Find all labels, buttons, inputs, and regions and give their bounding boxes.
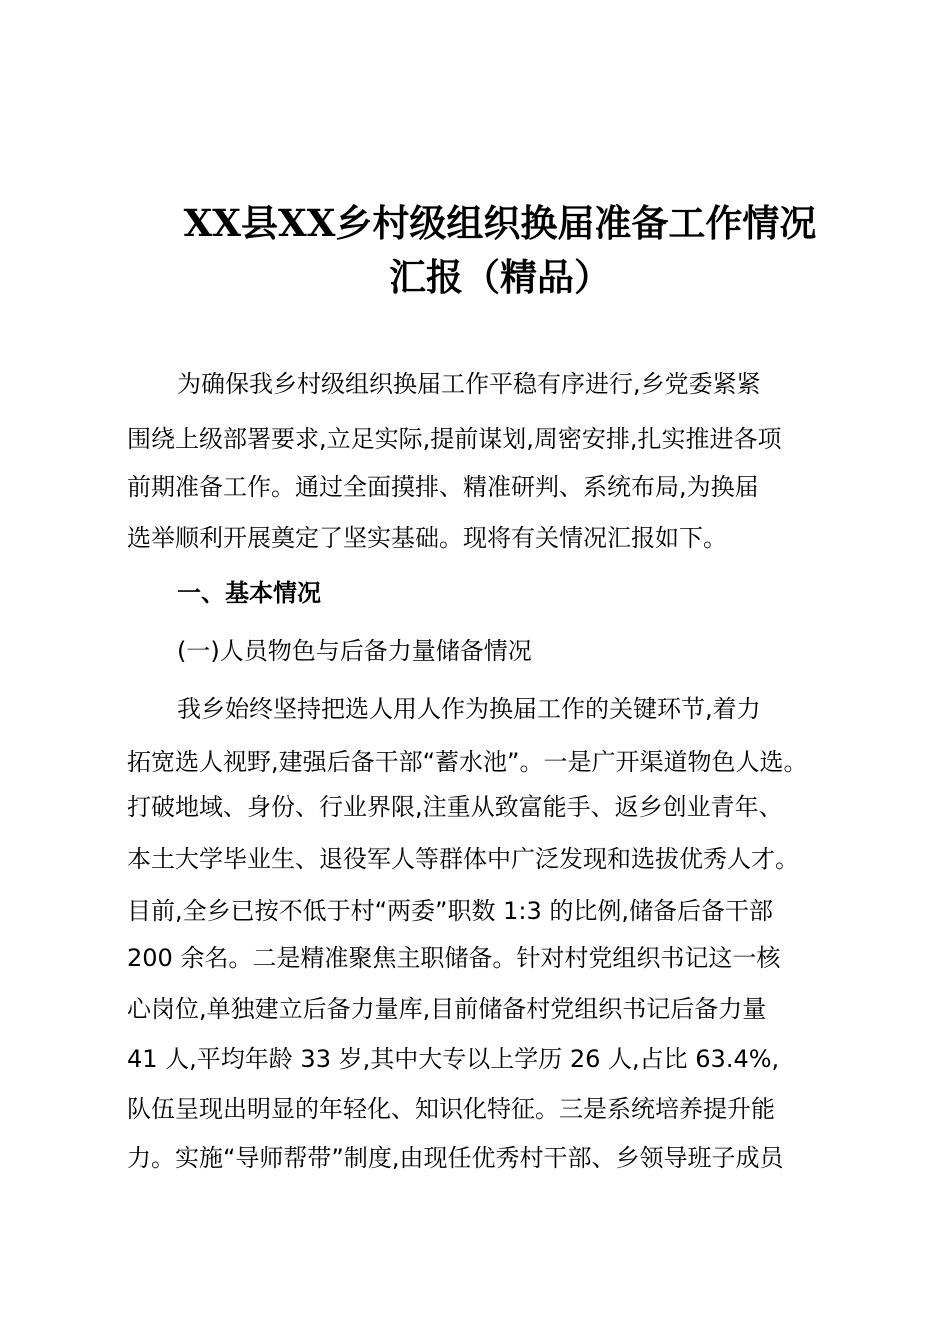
title-line-2: 汇报（精品） [389, 255, 611, 299]
title-line-1: XX县XX乡村级组织换届准备工作情况 [183, 201, 817, 245]
body-paragraph-line-5: 目前,全乡已按不低于村“两委”职数 1:3 的比例,储备后备干部 [127, 897, 774, 925]
intro-paragraph-line-2: 围绕上级部署要求,立足实际,提前谋划,周密安排,扎实推进各项 [127, 425, 782, 453]
body-paragraph-line-9: 队伍呈现出明显的年轻化、知识化特征。三是系统培养提升能 [127, 1095, 775, 1123]
body-paragraph-line-3: 打破地域、身份、行业界限,注重从致富能手、返乡创业青年、 [127, 793, 783, 821]
body-paragraph-line-1: 我乡始终坚持把选人用人作为换届工作的关键环节,着力 [177, 695, 761, 723]
body-paragraph-line-8: 41 人,平均年龄 33 岁,其中大专以上学历 26 人,占比 63.4%, [127, 1045, 780, 1073]
intro-paragraph-line-3: 前期准备工作。通过全面摸排、精准研判、系统布局,为换届 [127, 473, 759, 501]
subsection-heading: (一)人员物色与后备力量储备情况 [177, 637, 532, 665]
intro-paragraph-line-1: 为确保我乡村级组织换届工作平稳有序进行,乡党委紧紧 [177, 370, 761, 398]
section-heading: 一、基本情况 [177, 579, 321, 607]
document-title [150, 196, 850, 304]
intro-paragraph-line-4: 选举顺利开展奠定了坚实基础。现将有关情况汇报如下。 [127, 524, 727, 552]
body-paragraph-line-7: 心岗位,单独建立后备力量库,目前储备村党组织书记后备力量 [127, 995, 767, 1023]
body-paragraph-line-2: 拓宽选人视野,建强后备干部“蓄水池”。一是广开渠道物色人选。 [127, 748, 808, 776]
body-paragraph-line-10: 力。实施“导师帮带”制度,由现任优秀村干部、乡领导班子成员 [127, 1144, 784, 1172]
body-paragraph-line-4: 本土大学毕业生、退役军人等群体中广泛发现和选拔优秀人才。 [127, 845, 799, 873]
body-paragraph-line-6: 200 余名。二是精准聚焦主职储备。针对村党组织书记这一核 [127, 944, 781, 972]
